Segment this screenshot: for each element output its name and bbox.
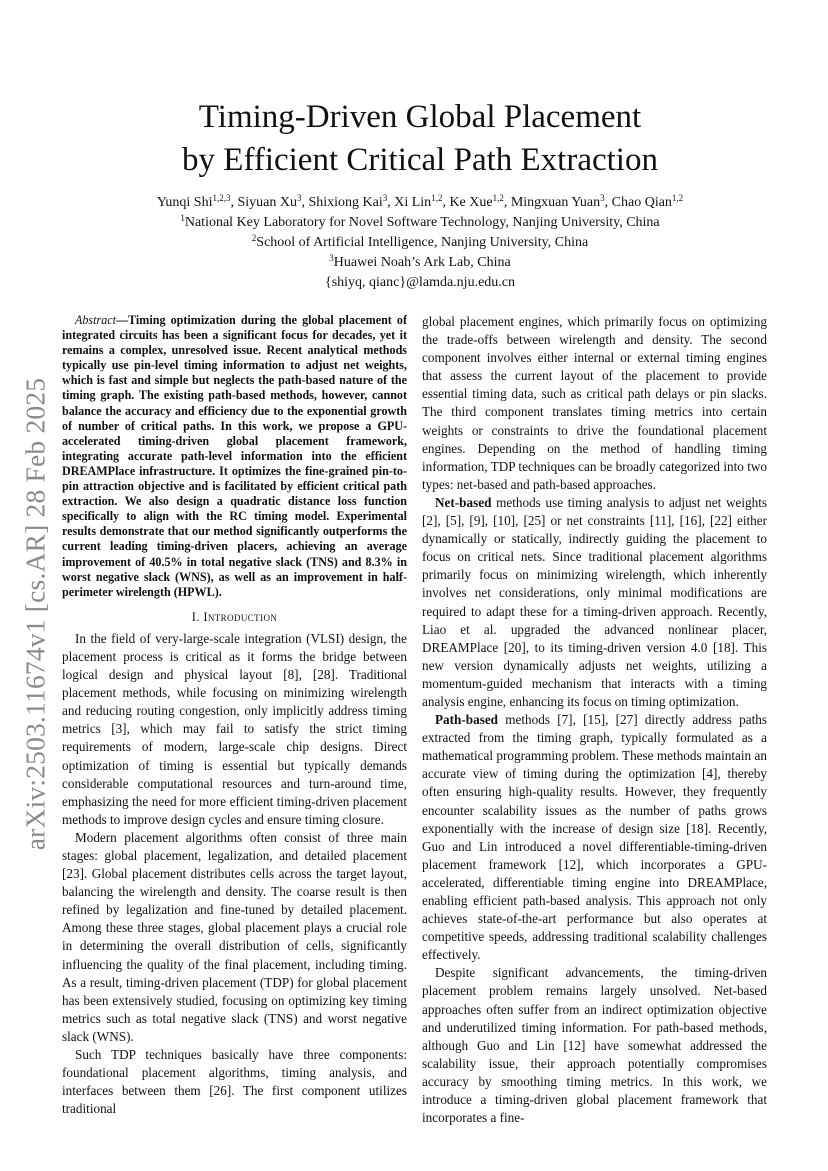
author-name: Xi Lin <box>394 195 432 210</box>
author-separator: , <box>387 195 395 210</box>
affiliation-number: 3 <box>329 253 334 263</box>
author-separator: , <box>230 195 238 210</box>
paragraph-text: methods use timing analysis to adjust net weights [2], [5], [9], [10], [25] or net constraints [11], [16], [22] either dynamically or statically, indirectly guiding the placement to focus on critical nets. Since traditional placement algorithms primarily focus on minimizing wirelength, which inherently involves net considerations, only minimal modifications are required to adapt these for a timing-driven approach. Recently, Liao et al. upgraded the advanced nonlinear placer, DREAMPlace [20], to its timing-driven version 4.0 [18]. This new version dynamically adjusts net weights, utilizing a momentum-guided mechanism that interacts with a timing analysis engine, enhancing its focus on timing optimization. <box>422 494 767 709</box>
affiliation-text: Huawei Noah’s Ark Lab, China <box>333 255 511 270</box>
paragraph-text: methods [7], [15], [27] directly address paths extracted from the timing graph, typically formulated as a mathematical programming problem. These methods maintain an accurate view of timing during the optimization [4], thereby often ensuring high-quality results. However, they frequently encounter scalability issues as the number of paths grows exponentially with the increase of design size [18]. Recently, Guo and Lin introduced a novel differentiable-timing-driven placement framework [12], which incorporates a GPU-accelerated, differentiable timing engine into DREAMPlace, enabling efficient path-based analysis. This approach not only achieves state-of-the-art performance but also operates at competitive speeds, addressing traditional scalability challenges effectively. <box>422 712 767 963</box>
title-line-1: Timing-Driven Global Placement <box>198 99 642 135</box>
author-separator: , <box>604 195 612 210</box>
affiliation-number: 1 <box>180 213 185 223</box>
author-block <box>60 193 780 293</box>
author-name: Ke Xue <box>449 195 493 210</box>
title-line-2: by Efficient Critical Path Extraction <box>182 142 658 178</box>
affiliation-3 <box>60 253 780 273</box>
author-affiliation: 1,2,3 <box>212 193 231 203</box>
paragraph-net-based <box>422 494 767 711</box>
author-name: Mingxuan Yuan <box>510 195 601 210</box>
affiliation-1 <box>60 213 780 233</box>
affiliation-2 <box>60 233 780 253</box>
paragraph: Such TDP techniques basically have three components: foundational placement algorithms, timing analysis, and interfaces between them [26]. The first component utilizes traditional <box>62 1047 407 1117</box>
paragraph-path-based <box>422 711 767 964</box>
author-name: Siyuan Xu <box>237 195 297 210</box>
affiliation-number: 2 <box>251 233 257 243</box>
right-column <box>422 313 767 1127</box>
paper-title <box>80 96 760 182</box>
abstract-lead: Abstract <box>75 313 116 327</box>
author-name: Chao Qian <box>611 195 672 210</box>
author-affiliation: 1,2 <box>431 193 443 203</box>
author-separator: , <box>503 195 511 210</box>
abstract-text: —Timing optimization during the global placement of integrated circuits has been a significant focus for decades, yet it remains a complex, unresolved issue. Recent analytical methods typically use pin-level timing information to adjust net weights, which is fast and simple but neglects the path-based nature of the timing graph. The existing path-based methods, however, cannot balance the accuracy and efficiency due to the exponential growth of number of critical paths. In this work, we propose a GPU-accelerated timing-driven global placement framework, integrating accurate path-level information into the efficient DREAMPlace infrastructure. It optimizes the fine-grained pin-to-pin attraction objective and is facilitated by efficient critical path extraction. We also design a quadratic distance loss function specifically to align with the RC timing model. Experimental results demonstrate that our method significantly outperforms the current leading timing-driven placers, achieving an average improvement of 40.5% in total negative slack (TNS) and 8.3% in worst negative slack (WNS), as well as an improvement in half-perimeter wirelength (HPWL). <box>62 313 407 599</box>
arxiv-stamp: arXiv:2503.11674v1 [cs.AR] 28 Feb 2025 <box>19 377 51 851</box>
left-column <box>62 313 407 1118</box>
author-list <box>60 193 780 213</box>
paragraph: global placement engines, which primarily focus on optimizing the trade-offs between wirelength and density. The second component involves either internal or external timing engines that assess the current layout of the placement to provide essential timing data, such as critical path delays or pin slacks. The third component translates timing metrics into certain weights or constraints to drive the foundational placement engines. Depending on the method of handling timing information, TDP techniques can be broadly categorized into two types: net-based and path-based approaches. <box>422 314 767 492</box>
affiliation-text: School of Artificial Intelligence, Nanjing University, China <box>256 235 589 250</box>
author-affiliation: 3 <box>382 193 388 203</box>
author-email: {shiyq, qianc}@lamda.nju.edu.cn <box>324 275 515 290</box>
section-heading-introduction: I. Introduction <box>191 609 278 624</box>
author-name: Yunqi Shi <box>156 195 213 210</box>
author-affiliation: 1,2 <box>671 193 684 203</box>
paragraph-lead: Path-based <box>435 712 499 728</box>
abstract <box>62 313 407 600</box>
author-name: Shixiong Kai <box>308 195 383 210</box>
affiliation-text: National Key Laboratory for Novel Software Technology, Nanjing University, China <box>184 215 660 230</box>
paragraph: Modern placement algorithms often consist of three main stages: global placement, legalization, and detailed placement [23]. Global placement distributes cells across the target layout, balancing the wirelength and density. The coarse result is then refined by legalization and fine-tuned by detailed placement. Among these three stages, global placement plays a crucial role in determining the overall distribution of cells, significantly influencing the quality of the final placement, including timing. As a result, timing-driven placement (TDP) for global placement has been extensively studied, focusing on optimizing key timing metrics such as total negative slack (TNS) and worst negative slack (WNS). <box>62 829 407 1044</box>
author-separator: , <box>301 195 309 210</box>
author-separator: , <box>442 195 450 210</box>
author-affiliation: 1,2 <box>492 193 504 203</box>
author-affiliation: 3 <box>600 193 605 203</box>
paragraph-lead: Net-based <box>435 494 492 510</box>
author-affiliation: 3 <box>296 193 302 203</box>
paragraph: Despite significant advancements, the timing-driven placement problem remains largely unsolved. Net-based approaches often suffer from an indirect optimization objective and underutilized timing information. For path-based methods, although Guo and Lin [12] have somewhat addressed the scalability issue, their approach potentially compromises accuracy by smoothing timing metrics. In this work, we introduce a timing-driven global placement framework that incorporates a fine- <box>422 965 767 1126</box>
paragraph: In the field of very-large-scale integration (VLSI) design, the placement process is critical as it forms the bridge between logical design and physical layout [8], [28]. Traditional placement methods, while focusing on minimizing wirelength and reducing routing congestion, only implicitly address timing metrics [3], which may fail to satisfy the strict timing requirements of modern, large-scale chip designs. Direct optimization of timing is essential but typically demands considerable computational resources and turn-around time, emphasizing the need for more efficient timing-driven placement methods to improve design cycles and ensure timing closure. <box>62 630 407 827</box>
